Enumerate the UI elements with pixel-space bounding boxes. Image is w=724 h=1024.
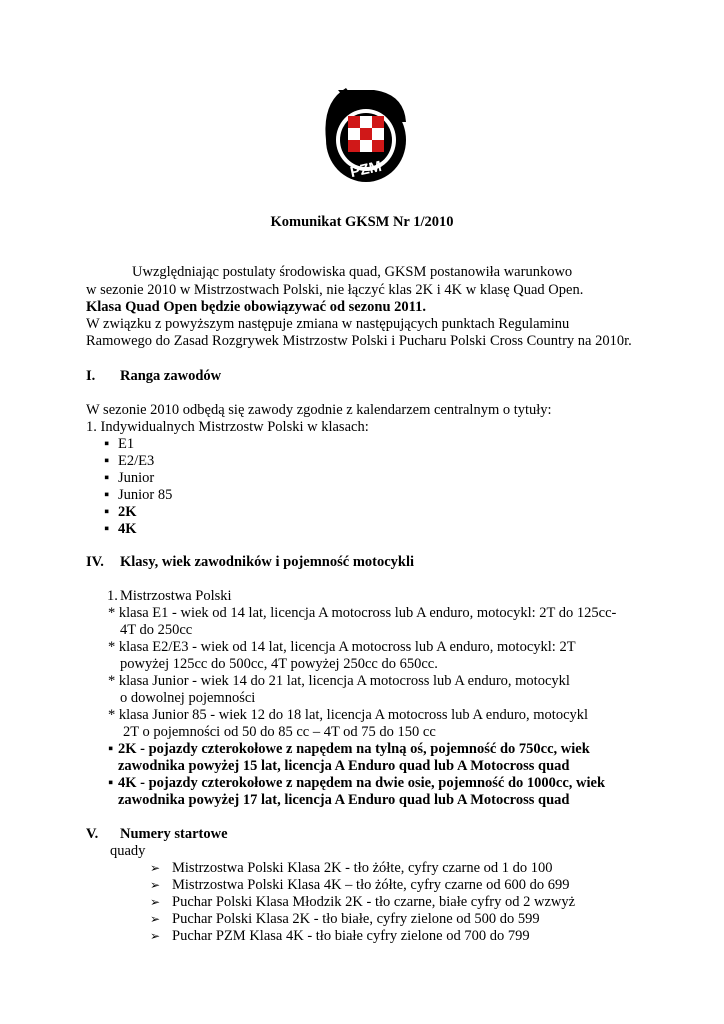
list-item: Mistrzostwa Polski Klasa 4K – tło żółte, cyfry czarne od 600 do 699 — [172, 877, 570, 893]
page-title: Komunikat GKSM Nr 1/2010 — [270, 214, 454, 230]
list-item-bullet: ▪ — [104, 436, 110, 452]
arrow-bullet-icon: ➢ — [150, 878, 161, 892]
section-1-subtitle: 1. Indywidualnych Mistrzostw Polski w klasach: — [86, 419, 369, 435]
list-item: Mistrzostwa Polski Klasa 2K - tło żółte, cyfry czarne od 1 do 100 — [172, 860, 553, 876]
class-junior85-line-1: * klasa Junior 85 - wiek 12 do 18 lat, licencja A motocross lub A enduro, motocykl — [108, 707, 589, 723]
class-2k-line-1: 2K - pojazdy czterokołowe z napędem na tylną oś, pojemność do 750cc, wiek — [118, 741, 590, 757]
intro-line-4: W związku z powyższym następuje zmiana w następujących punktach Regulaminu — [86, 316, 570, 332]
list-item-bullet: ▪ — [104, 453, 110, 469]
list-item: Puchar Polski Klasa Młodzik 2K - tło czarne, białe cyfry od 2 wzwyż — [172, 894, 576, 910]
intro-line-3: Klasa Quad Open będzie obowiązywać od sezonu 2011. — [86, 299, 426, 315]
list-item: E1 — [118, 436, 135, 452]
list-item: Puchar Polski Klasa 2K - tło białe, cyfry zielone od 500 do 599 — [172, 911, 540, 927]
class-2k-line-2: zawodnika powyżej 15 lat, licencja A Enduro quad lub A Motocross quad — [118, 758, 570, 774]
class-junior-line-1: * klasa Junior - wiek 14 do 21 lat, licencja A motocross lub A enduro, motocykl — [108, 673, 570, 689]
list-item-bullet: ▪ — [108, 775, 114, 791]
class-junior-line-2: o dowolnej pojemności — [120, 690, 256, 706]
section-4-sub-number: 1. — [107, 588, 118, 604]
section-5-number: V. — [86, 826, 99, 842]
arrow-bullet-icon: ➢ — [150, 912, 161, 926]
section-4-sub-title: Mistrzostwa Polski — [120, 588, 232, 604]
section-4-number: IV. — [86, 554, 104, 570]
list-item: Junior — [118, 470, 155, 486]
list-item-bullet: ▪ — [104, 470, 110, 486]
section-1-paragraph: W sezonie 2010 odbędą się zawody zgodnie z kalendarzem centralnym o tytuły: — [86, 402, 552, 418]
arrow-bullet-icon: ➢ — [150, 895, 161, 909]
list-item-bullet: ▪ — [108, 741, 114, 757]
section-5-subtitle: quady — [110, 843, 146, 859]
class-e1-line-1: * klasa E1 - wiek od 14 lat, licencja A motocross lub A enduro, motocykl: 2T do 125cc- — [108, 605, 617, 621]
section-4-heading: Klasy, wiek zawodników i pojemność motocykli — [120, 554, 415, 570]
list-item-bullet: ▪ — [104, 521, 110, 537]
class-e2-line-1: * klasa E2/E3 - wiek od 14 lat, licencja A motocross lub A enduro, motocykl: 2T — [108, 639, 576, 655]
pzm-logo — [318, 82, 414, 194]
class-4k-line-2: zawodnika powyżej 17 lat, licencja A Enduro quad lub A Motocross quad — [118, 792, 570, 808]
section-5-heading: Numery startowe — [120, 826, 228, 842]
arrow-bullet-icon: ➢ — [150, 861, 161, 875]
class-junior85-line-2: 2T o pojemności od 50 do 85 cc – 4T od 75 do 150 cc — [123, 724, 436, 740]
class-e1-line-2: 4T do 250cc — [120, 622, 193, 638]
class-4k-line-1: 4K - pojazdy czterokołowe z napędem na dwie osie, pojemność do 1000cc, wiek — [118, 775, 606, 791]
list-item-bullet: ▪ — [104, 487, 110, 503]
list-item: Junior 85 — [118, 487, 173, 503]
section-1-number: I. — [86, 368, 96, 384]
arrow-bullet-icon: ➢ — [150, 929, 161, 943]
class-e2-line-2: powyżej 125cc do 500cc, 4T powyżej 250cc do 650cc. — [120, 656, 438, 672]
pzm-logo-text: PZM — [348, 157, 384, 182]
intro-line-1: Uwzględniając postulaty środowiska quad, GKSM postanowiła warunkowo — [132, 264, 573, 280]
list-item-bullet: ▪ — [104, 504, 110, 520]
intro-line-2: w sezonie 2010 w Mistrzostwach Polski, nie łączyć klas 2K i 4K w klasę Quad Open. — [86, 282, 584, 298]
list-item: Puchar PZM Klasa 4K - tło białe cyfry zielone od 700 do 799 — [172, 928, 530, 944]
list-item: E2/E3 — [118, 453, 155, 469]
intro-line-5: Ramowego do Zasad Rozgrywek Mistrzostw Polski i Pucharu Polski Cross Country na 2010r. — [86, 333, 632, 349]
section-1-heading: Ranga zawodów — [120, 368, 222, 384]
list-item: 4K — [118, 521, 137, 537]
list-item: 2K — [118, 504, 137, 520]
